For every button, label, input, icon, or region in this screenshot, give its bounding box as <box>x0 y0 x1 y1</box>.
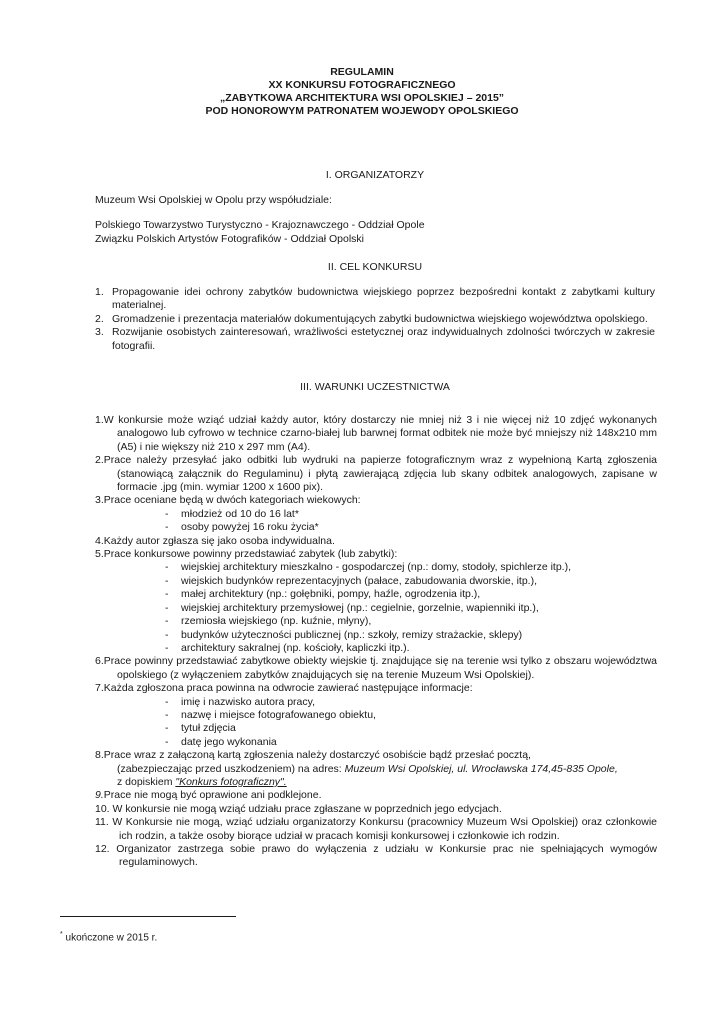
goal-item <box>95 326 655 353</box>
goal-item <box>95 286 655 313</box>
condition-item-11: 11. W Konkursie nie mogą, wziąć udziału organizatorzy Konkursu (pracownicy Muzeum Wsi Opolskiej) oraz członkowie ich rodzin, a także osoby biorące udział w pracach komisji konkursowej i członkowie ich rodzin. <box>95 816 657 842</box>
organizers-intro <box>95 194 655 208</box>
subject-type: - wiejskiej architektury mieszkalno - gospodarczej (np.: domy, stodoły, spichlerze itp.), <box>165 561 657 574</box>
footnote-ref: * <box>314 521 319 534</box>
subject-type: - wiejskiej architektury przemysłowej (np.: cegielnie, gorzelnie, wapienniki itp.), <box>165 602 657 615</box>
section-2-heading: II. CEL KONKURSU <box>327 261 423 273</box>
partners-list <box>95 219 655 246</box>
footnote <box>60 928 157 944</box>
section-1-heading: I. ORGANIZATORZY <box>325 169 425 181</box>
age-category <box>165 508 657 521</box>
condition-item-8-text: (zabezpieczając przed uszkodzeniem) na adres: <box>117 762 345 775</box>
required-info <box>95 696 657 750</box>
section-3-heading: III. WARUNKI UCZESTNICTWA <box>300 381 450 393</box>
goal-text: Gromadzenie i prezentacja materiałów dokumentujących zabytki budownictwa wiejskiego województwa opolskiego. <box>112 312 648 325</box>
goal-number: 1. <box>95 286 104 298</box>
item-9-text: Prace nie mogą być oprawione ani podklejone. <box>103 789 322 802</box>
subject-type: - rzemiosła wiejskiego (np. kuźnie, młyny), <box>165 615 657 628</box>
partner-item: Związku Polskich Artystów Fotografików - Oddział Opolski <box>95 232 365 245</box>
goals-list <box>95 286 655 353</box>
condition-item-7: 7.Każda zgłoszona praca powinna na odwrocie zawierać następujące informacje: <box>95 682 473 695</box>
condition-item-1: 1.W konkursie może wziąć udział każdy autor, który dostarczy nie mniej niż 3 i nie więcej niż 10 zdjęć wykonanych analogowo lub cyfrowo w technice czarno-białej lub barwnej format odbitek nie może być mniejszy niż 148x210 mm (A5) i nie większy niż 210 x 297 mm (A4). <box>95 414 657 453</box>
footnote-text: ukończone w 2015 r. <box>62 932 158 944</box>
goal-text: Propagowanie idei ochrony zabytków budownictwa wiejskiego poprzez bezpośredni kontakt z zabytkami kultury materialnej. <box>112 286 655 312</box>
subject-type: - architektury sakralnej (np. kościoły, kapliczki itp.). <box>165 642 657 655</box>
age-category <box>165 521 657 534</box>
goal-number: 2. <box>95 312 104 325</box>
required-info-item: - nazwę i miejsce fotografowanego obiektu, <box>165 709 657 722</box>
title-line-1: REGULAMIN <box>330 66 394 78</box>
footnote-divider <box>60 916 236 917</box>
condition-item-5: 5.Prace konkursowe powinny przedstawiać zabytek (lub zabytki): <box>95 548 398 561</box>
condition-item-8-note-label: z dopiskiem <box>117 775 176 788</box>
conditions-list <box>95 414 657 870</box>
age-category-text: młodzież od 10 do 16 lat <box>181 507 295 520</box>
title-line-2: XX KONKURSU FOTOGRAFICZNEGO <box>268 79 456 91</box>
envelope-note: "Konkurs fotograficzny". <box>175 775 287 788</box>
item-9-number: 9. <box>95 789 104 802</box>
required-info-item: - tytuł zdjęcia <box>165 722 657 735</box>
age-categories <box>95 508 657 535</box>
goal-item <box>95 313 655 326</box>
partner-item: Polskiego Towarzystwo Turystyczno - Krajoznawczego - Oddział Opole <box>95 219 425 231</box>
organizers-intro-text: Muzeum Wsi Opolskiej w Opolu przy współudziale: <box>95 194 332 206</box>
subject-type: - budynków użyteczności publicznej (np.: szkoły, remizy strażackie, sklepy) <box>165 629 657 642</box>
footnote-ref: * <box>294 507 299 520</box>
goal-text: Rozwijanie osobistych zainteresowań, wrażliwości estetycznej oraz indywidualnych zdolności twórczych w zakresie fotografii. <box>112 326 655 352</box>
goal-number: 3. <box>95 326 104 339</box>
footnote-mark: * <box>60 931 63 938</box>
age-category-text: osoby powyżej 16 roku życia <box>181 521 315 534</box>
required-info-item: - datę jego wykonania <box>165 736 657 749</box>
condition-item-8-intro: 8.Prace wraz z załączoną kartą zgłoszenia należy dostarczyć osobiście bądź przesłać pocztą, <box>95 749 531 762</box>
condition-item-3: 3.Prace oceniane będą w dwóch kategoriach wiekowych: <box>95 494 361 507</box>
required-info-item: - imię i nazwisko autora pracy, <box>165 696 657 709</box>
document-title <box>0 66 724 118</box>
condition-item-4: 4.Każdy autor zgłasza się jako osoba indywidualna. <box>95 534 335 547</box>
condition-item-10: 10. W konkursie nie mogą wziąć udziału prace zgłaszane w poprzednich jego edycjach. <box>95 802 502 815</box>
condition-item-9 <box>95 789 657 802</box>
condition-item-2: 2.Prace należy przesyłać jako odbitki lub wydruki na papierze fotograficznym wraz z wypełnioną Kartą zgłoszenia (stanowiącą załącznik do Regulaminu) i płytą zawierającą zdjęcia lub skany odbitek analogowych, zapisane w formacie .jpg (min. wymiar 1200 x 1600 pix). <box>95 454 657 494</box>
subject-types <box>95 561 657 655</box>
postal-address: Muzeum Wsi Opolskiej, ul. Wrocławska 174,45-835 Opole, <box>344 762 618 775</box>
subject-type: - małej architektury (np.: gołębniki, pompy, haźle, ogrodzenia itp.), <box>165 588 657 601</box>
title-line-4: POD HONOROWYM PATRONATEM WOJEWODY OPOLSKIEGO <box>205 105 519 117</box>
condition-item-6: 6.Prace powinny przedstawiać zabytkowe obiekty wiejskie tj. znajdujące się na terenie wsi tylko z obszaru województwa opolskiego (z wyłączeniem zabytków znajdujących się na terenie Muzeum Wsi Opolskiej). <box>95 655 657 681</box>
title-line-3: „ZABYTKOWA ARCHITEKTURA WSI OPOLSKIEJ – 2015” <box>219 92 505 104</box>
subject-type: - wiejskich budynków reprezentacyjnych (pałace, zabudowania dworskie, itp.), <box>165 575 657 588</box>
condition-item-8 <box>95 749 657 789</box>
condition-item-12: 12. Organizator zastrzega sobie prawo do wyłączenia z udziału w Konkursie prac nie spełniających wymogów regulaminowych. <box>95 843 657 869</box>
